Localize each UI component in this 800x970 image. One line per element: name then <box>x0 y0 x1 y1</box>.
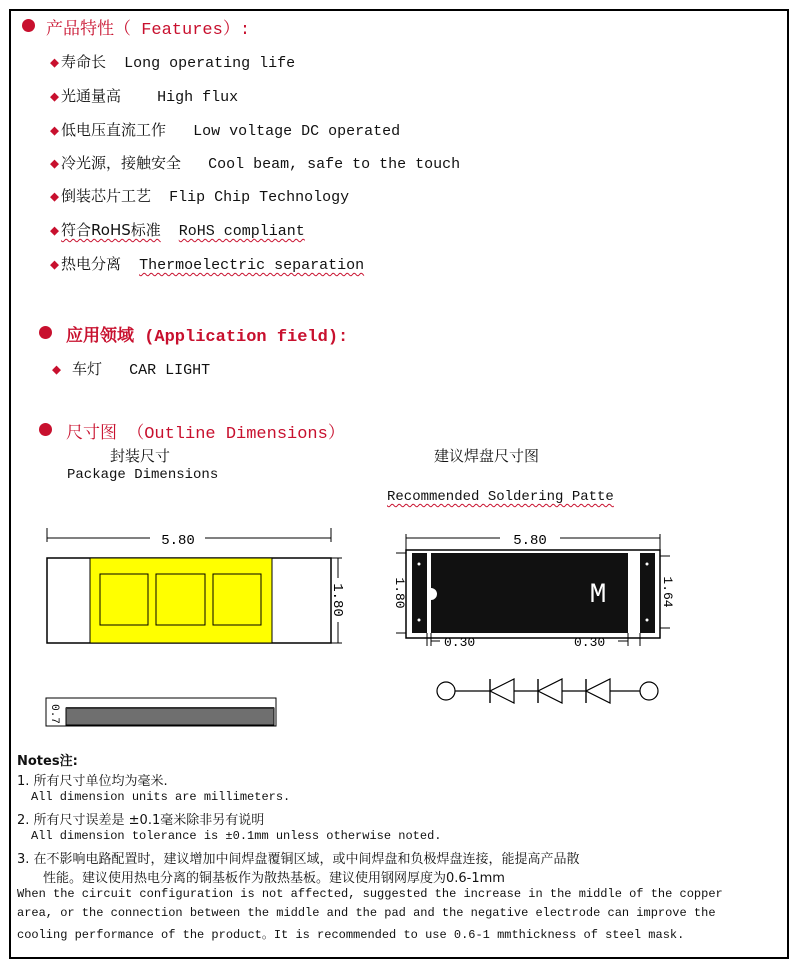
diode-icon <box>490 679 514 703</box>
package-title-en: Package Dimensions <box>67 467 219 483</box>
feature-item: ◆ 冷光源，接触安全 Cool beam, safe to the touch <box>50 154 461 173</box>
note-3-en-line1: When the circuit configuration is not affected, suggested the increase in the middle of the copper <box>17 887 723 901</box>
features-bullet-icon <box>22 19 35 32</box>
feature-item: ◆ 光通量高 High flux <box>50 87 239 106</box>
package-title-cn: 封装尺寸 <box>110 447 171 465</box>
outline-bullet-icon <box>39 423 52 436</box>
features-title: 产品特性（ Features）: <box>46 21 251 40</box>
pad-height-right-label: 1.64 <box>660 576 675 608</box>
pad-gap-left-label: 0.30 <box>444 635 476 650</box>
outline-title: 尺寸图 （Outline Dimensions） <box>66 425 345 444</box>
note-3-cn-line2: 性能。建议使用热电分离的铜基板作为散热基板。建议使用钢网厚度为0.6-1mm <box>43 871 505 886</box>
application-item: ◆ 车灯 CAR LIGHT <box>52 360 211 379</box>
package-side-view <box>40 690 280 735</box>
note-2-cn: 2. 所有尺寸误差是 ±0.1毫米除非另有说明 <box>17 813 265 828</box>
side-thickness-label: 0.7 <box>48 704 60 724</box>
pad-mark: M <box>589 580 607 611</box>
diamond-icon: ◆ <box>50 223 60 240</box>
diamond-icon: ◆ <box>50 189 60 206</box>
feature-item: ◆ 倒装芯片工艺 Flip Chip Technology <box>50 187 350 206</box>
diamond-icon: ◆ <box>52 362 62 379</box>
soldering-pattern <box>388 520 678 655</box>
application-title: 应用领域 (Application field): <box>66 328 349 347</box>
notes-title: Notes注: <box>17 754 78 769</box>
terminal-icon <box>640 682 658 700</box>
note-3-en-line2: area, or the connection between the middle and the pad and the negative electrode can improve the <box>17 906 716 920</box>
pad-height-left-label: 1.80 <box>392 577 407 609</box>
note-1-cn: 1. 所有尺寸单位均为毫米. <box>17 774 168 789</box>
note-3-en-line3: cooling performance of the product。It is recommended to use 0.6-1 mmthickness of steel mask. <box>17 928 685 942</box>
diode-icon <box>586 679 610 703</box>
pkg-height-label: 1.80 <box>329 583 345 617</box>
diamond-icon: ◆ <box>50 156 60 173</box>
note-1-en: All dimension units are millimeters. <box>31 790 291 804</box>
diamond-icon: ◆ <box>50 55 60 72</box>
diode-icon <box>538 679 562 703</box>
diamond-icon: ◆ <box>50 123 60 140</box>
application-bullet-icon <box>39 326 52 339</box>
diamond-icon: ◆ <box>50 89 60 106</box>
pad-title-cn: 建议焊盘尺寸图 <box>434 447 540 465</box>
note-2-en: All dimension tolerance is ±0.1mm unless otherwise noted. <box>31 829 442 843</box>
pkg-width-label: 5.80 <box>161 533 195 549</box>
pad-width-label: 5.80 <box>513 533 547 549</box>
circuit-diagram <box>432 675 664 707</box>
package-top-view <box>40 520 360 650</box>
pad-gap-right-label: 0.30 <box>574 635 606 650</box>
terminal-icon <box>437 682 455 700</box>
feature-item: ◆ 符合RoHS标准 RoHS compliant <box>50 221 305 240</box>
pad-title-en: Recommended Soldering Patte <box>387 489 614 505</box>
package-body <box>66 708 274 725</box>
feature-item: ◆ 寿命长 Long operating life <box>50 53 296 72</box>
feature-item: ◆ 热电分离 Thermoelectric separation <box>50 255 365 274</box>
led-chip-area <box>90 558 272 643</box>
diamond-icon: ◆ <box>50 257 60 274</box>
feature-item: ◆ 低电压直流工作 Low voltage DC operated <box>50 121 401 140</box>
note-3-cn-line1: 3. 在不影响电路配置时，建议增加中间焊盘覆铜区域，或中间焊盘和负极焊盘连接，能提高产品散 <box>17 852 580 867</box>
